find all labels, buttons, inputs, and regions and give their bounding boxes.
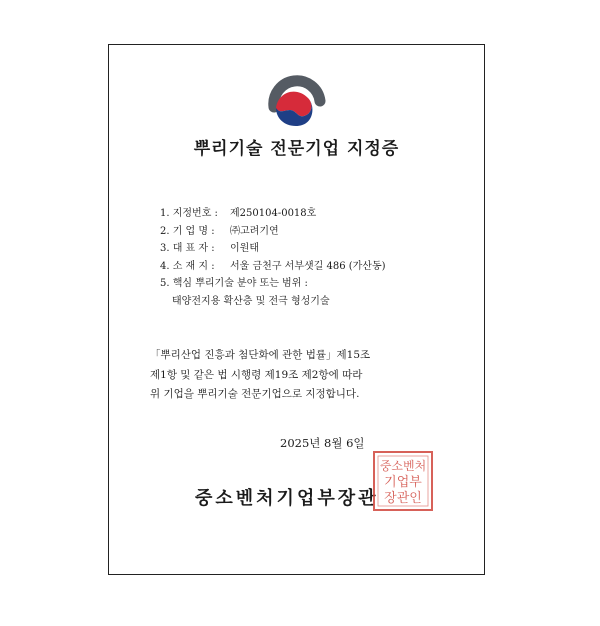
issue-date: 2025년 8월 6일 [280,436,365,450]
official-seal-stamp [372,450,434,512]
field-value: 서울 금천구 서부샛길 486 (가산동) [230,260,386,272]
statement-line: 「뿌리산업 진흥과 첨단화에 관한 법률」제15조 [150,349,371,361]
field-designation-number [160,205,386,223]
certificate-fields [160,205,386,310]
statement-line: 제1항 및 같은 법 시행령 제19조 제2항에 따라 [150,368,363,381]
statement-line: 위 기업을 뿌리기술 전문기업으로 지정합니다. [150,388,360,400]
field-label: 4. 소 재 지 : [160,260,215,272]
field-company-name [160,223,386,241]
field-label: 2. 기 업 명 : [160,225,215,237]
svg-text:기업부: 기업부 [384,475,422,490]
field-value: ㈜고려기연 [230,225,279,237]
field-value: 제250104-0018호 [230,208,317,219]
field-representative [160,240,386,258]
field-core-technology-value: 태양전지용 확산층 및 전극 형성기술 [172,295,330,307]
field-value: 이원태 [230,243,259,254]
field-label: 1. 지정번호 : [160,208,218,219]
field-address [160,258,386,276]
svg-text:장관인: 장관인 [384,491,422,506]
svg-text:중소벤처: 중소벤처 [379,459,427,473]
certificate-statement [150,346,440,405]
certificate-title: 뿌리기술 전문기업 지정증 [193,139,400,159]
field-core-technology-label: 5. 핵심 뿌리기술 분야 또는 범위 : [160,278,308,289]
field-label: 3. 대 표 자 : [160,243,215,254]
issuer-name: 중소벤처기업부장관 [195,488,379,509]
government-emblem-icon [268,74,326,132]
